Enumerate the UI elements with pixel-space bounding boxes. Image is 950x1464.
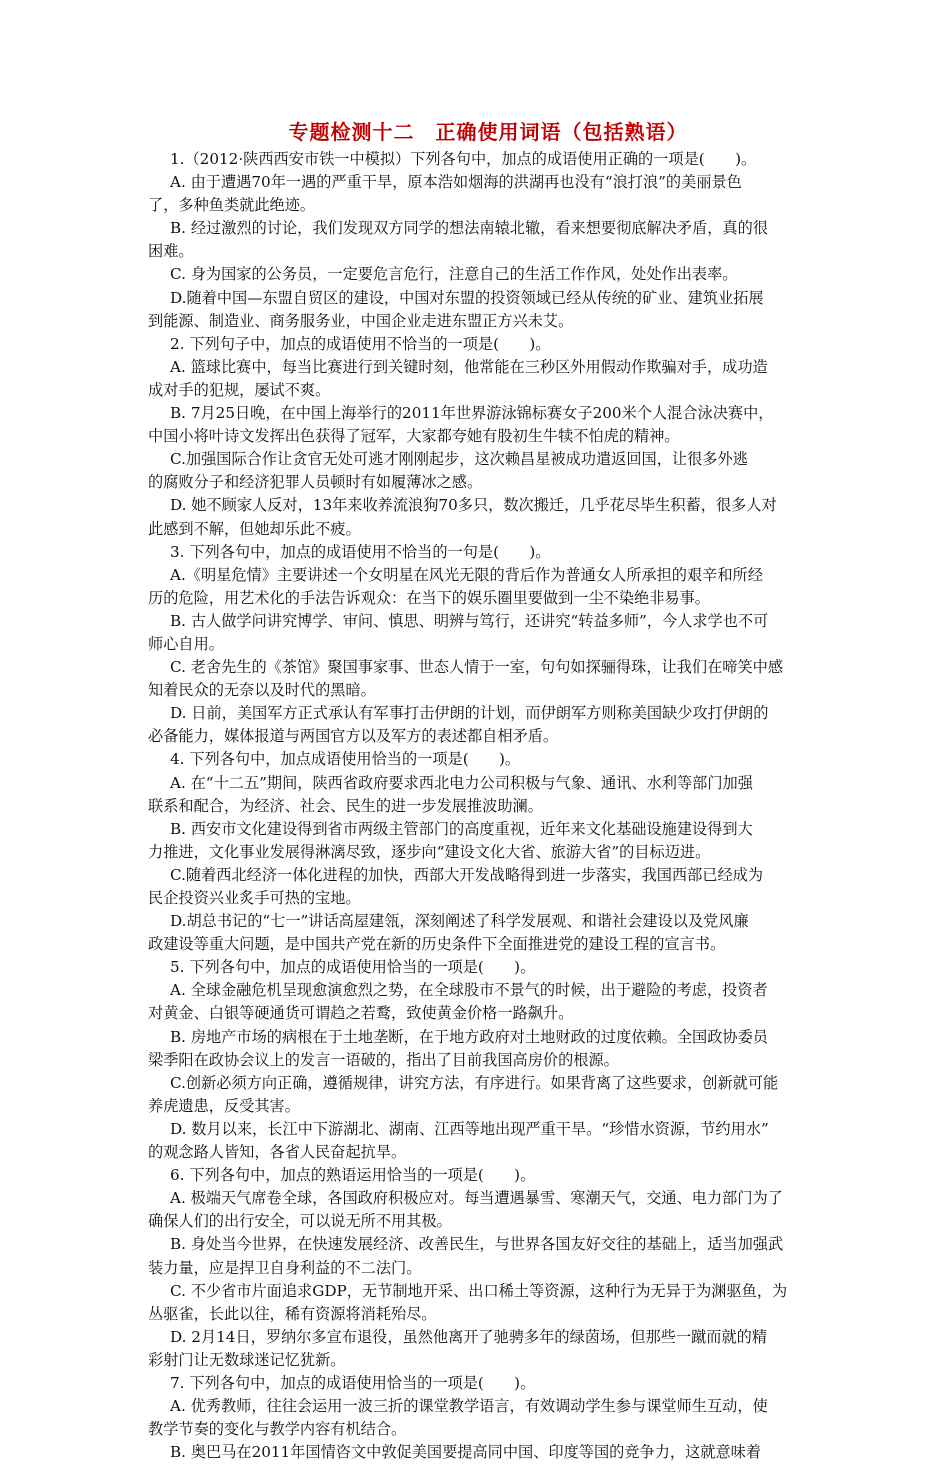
text-line: A. 篮球比赛中，每当比赛进行到关键时刻，他常能在三秒区外用假动作欺骗对手，成功造 — [170, 357, 768, 376]
text-line: 教学节奏的变化与教学内容有机结合。 — [148, 1420, 407, 1439]
text-line: 历的危险，用艺术化的手法告诉观众：在当下的娱乐圈里要做到一尘不染绝非易事。 — [148, 588, 710, 607]
text-line: 4. 下列各句中，加点成语使用恰当的一项是( )。 — [170, 750, 521, 769]
text-line: 丛驱雀，长此以往，稀有资源将消耗殆尽。 — [148, 1304, 437, 1323]
text-line: 中国小将叶诗文发挥出色获得了冠军，大家都夸她有股初生牛犊不怕虎的精神。 — [148, 427, 680, 446]
text-line: 对黄金、白银等硬通货可谓趋之若鹜，致使黄金价格一路飙升。 — [148, 1004, 574, 1023]
page-title: 专题检测十二 正确使用词语（包括熟语） — [288, 120, 688, 144]
text-line: C. 老舍先生的《茶馆》聚国事家事、世态人情于一室，句句如探骊得珠，让我们在啼笑中感 — [170, 658, 784, 677]
text-line: A. 极端天气席卷全球，各国政府积极应对。每当遭遇暴雪、寒潮天气，交通、电力部门为了 — [170, 1189, 783, 1208]
text-line: A.《明星危情》主要讲述一个女明星在风光无限的背后作为普通女人所承担的艰辛和所经 — [170, 565, 763, 584]
text-line: 5. 下列各句中，加点的成语使用恰当的一项是( )。 — [170, 958, 536, 977]
text-line: D. 日前，美国军方正式承认有军事打击伊朗的计划，而伊朗军方则称美国缺少攻打伊朗的 — [170, 704, 769, 723]
text-line: 1.（2012·陕西西安市铁一中模拟）下列各句中，加点的成语使用正确的一项是( )。 — [170, 150, 757, 168]
text-line: 7. 下列各句中，加点的成语使用恰当的一项是( )。 — [170, 1373, 536, 1392]
text-line: C. 身为国家的公务员，一定要危言危行，注意自己的生活工作作风，处处作出表率。 — [170, 265, 738, 284]
text-line: 3. 下列各句中，加点的成语使用不恰当的一句是( )。 — [170, 542, 551, 561]
text-line: 联系和配合，为经济、社会、民生的进一步发展推波助澜。 — [148, 796, 543, 815]
text-line: 了，多种鱼类就此绝迹。 — [148, 196, 316, 215]
text-line: 确保人们的出行安全，可以说无所不用其极。 — [148, 1212, 452, 1231]
text-line: B. 古人做学问讲究博学、审问、慎思、明辨与笃行，还讲究“转益多师”，今人求学也不可 — [170, 611, 769, 630]
text-line: 力推进，文化事业发展得淋漓尽致，逐步向“建设文化大省、旅游大省”的目标迈进。 — [148, 842, 711, 861]
text-line: D.胡总书记的“七一”讲话高屋建瓴，深刻阐述了科学发展观、和谐社会建设以及党风廉 — [170, 912, 749, 931]
text-line: 的腐败分子和经济犯罪人员顿时有如履薄冰之感。 — [148, 473, 483, 492]
text-line: C.创新必须方向正确，遵循规律，讲究方法，有序进行。如果背离了这些要求，创新就可能 — [170, 1073, 779, 1092]
text-line: 梁季阳在政协会议上的发言一语破的，指出了目前我国高房价的根源。 — [148, 1050, 619, 1069]
text-line: 装力量，应是捍卫自身利益的不二法门。 — [148, 1258, 422, 1277]
text-line: A. 优秀教师，往往会运用一波三折的课堂教学语言，有效调动学生参与课堂师生互动，使 — [170, 1397, 768, 1416]
text-line: A. 由于遭遇70年一遇的严重干旱，原本浩如烟海的洪湖再也没有“浪打浪”的美丽景色 — [170, 173, 742, 192]
text-line: 必备能力，媒体报道与两国官方以及军方的表述都自相矛盾。 — [148, 727, 559, 746]
text-line: 养虎遗患，反受其害。 — [148, 1096, 300, 1115]
text-line: D. 数月以来，长江中下游湖北、湖南、江西等地出现严重干旱。“珍惜水资源，节约用水” — [170, 1119, 769, 1138]
text-line: B. 身处当今世界，在快速发展经济、改善民生，与世界各国友好交往的基础上，适当加强武 — [170, 1235, 784, 1254]
text-line: C. 不少省市片面追求GDP，无节制地开采、出口稀土等资源，这种行为无异于为渊驱鱼，为 — [170, 1281, 788, 1300]
text-line: B. 房地产市场的病根在于土地垄断，在于地方政府对土地财政的过度依赖。全国政协委员 — [170, 1027, 768, 1046]
text-line: D.随着中国—东盟自贸区的建设，中国对东盟的投资领域已经从传统的矿业、建筑业拓展 — [170, 288, 764, 307]
text-line: A. 在“十二五”期间，陕西省政府要求西北电力公司积极与气象、通讯、水利等部门加强 — [170, 773, 753, 792]
text-line: 2. 下列句子中，加点的成语使用不恰当的一项是( )。 — [170, 334, 551, 353]
text-line: 此感到不解，但她却乐此不疲。 — [148, 519, 361, 538]
text-line: 民企投资兴业炙手可热的宝地。 — [148, 889, 361, 907]
text-line: D. 2月14日，罗纳尔多宣布退役，虽然他离开了驰骋多年的绿茵场，但那些一蹴而就的精 — [170, 1327, 768, 1346]
text-line: A. 全球金融危机呈现愈演愈烈之势，在全球股市不景气的时候，出于避险的考虑，投资者 — [170, 981, 768, 1000]
text-line: B. 经过激烈的讨论，我们发现双方同学的想法南辕北辙，看来想要彻底解决矛盾，真的很 — [170, 219, 768, 238]
text-line: B. 西安市文化建设得到省市两级主管部门的高度重视，近年来文化基础设施建设得到大 — [170, 819, 753, 838]
text-line: 师心自用。 — [148, 634, 224, 653]
text-line: 的观念路人皆知，各省人民奋起抗旱。 — [148, 1143, 407, 1162]
document-body — [148, 148, 828, 1464]
text-line: C.随着西北经济一体化进程的加快，西部大开发战略得到进一步落实，我国西部已经成为 — [170, 865, 764, 884]
text-line: 政建设等重大问题，是中国共产党在新的历史条件下全面推进党的建设工程的宣言书。 — [148, 935, 726, 954]
text-line: C.加强国际合作让贪官无处可逃才刚刚起步，这次赖昌星被成功遣返回国，让很多外逃 — [170, 450, 748, 469]
text-line: 成对手的犯规，屡试不爽。 — [148, 380, 331, 399]
text-line: 知着民众的无奈以及时代的黑暗。 — [148, 681, 376, 700]
text-line: 到能源、制造业、商务服务业，中国企业走进东盟正方兴未艾。 — [148, 311, 574, 330]
document-page — [148, 118, 828, 1464]
text-line: 6. 下列各句中，加点的熟语运用恰当的一项是( )。 — [170, 1166, 536, 1185]
text-line: 困难。 — [148, 242, 194, 261]
text-line: 彩射门让无数球迷记忆犹新。 — [148, 1350, 346, 1369]
text-line: B. 奥巴马在2011年国情咨文中敦促美国要提高同中国、印度等国的竞争力，这就意味着 — [170, 1443, 762, 1462]
text-line: B. 7月25日晚，在中国上海举行的2011年世界游泳锦标赛女子200米个人混合泳决赛中， — [170, 404, 774, 423]
text-line: D. 她不顾家人反对，13年来收养流浪狗70多只，数次搬迁，几乎花尽毕生积蓄，很多人对 — [170, 496, 777, 515]
